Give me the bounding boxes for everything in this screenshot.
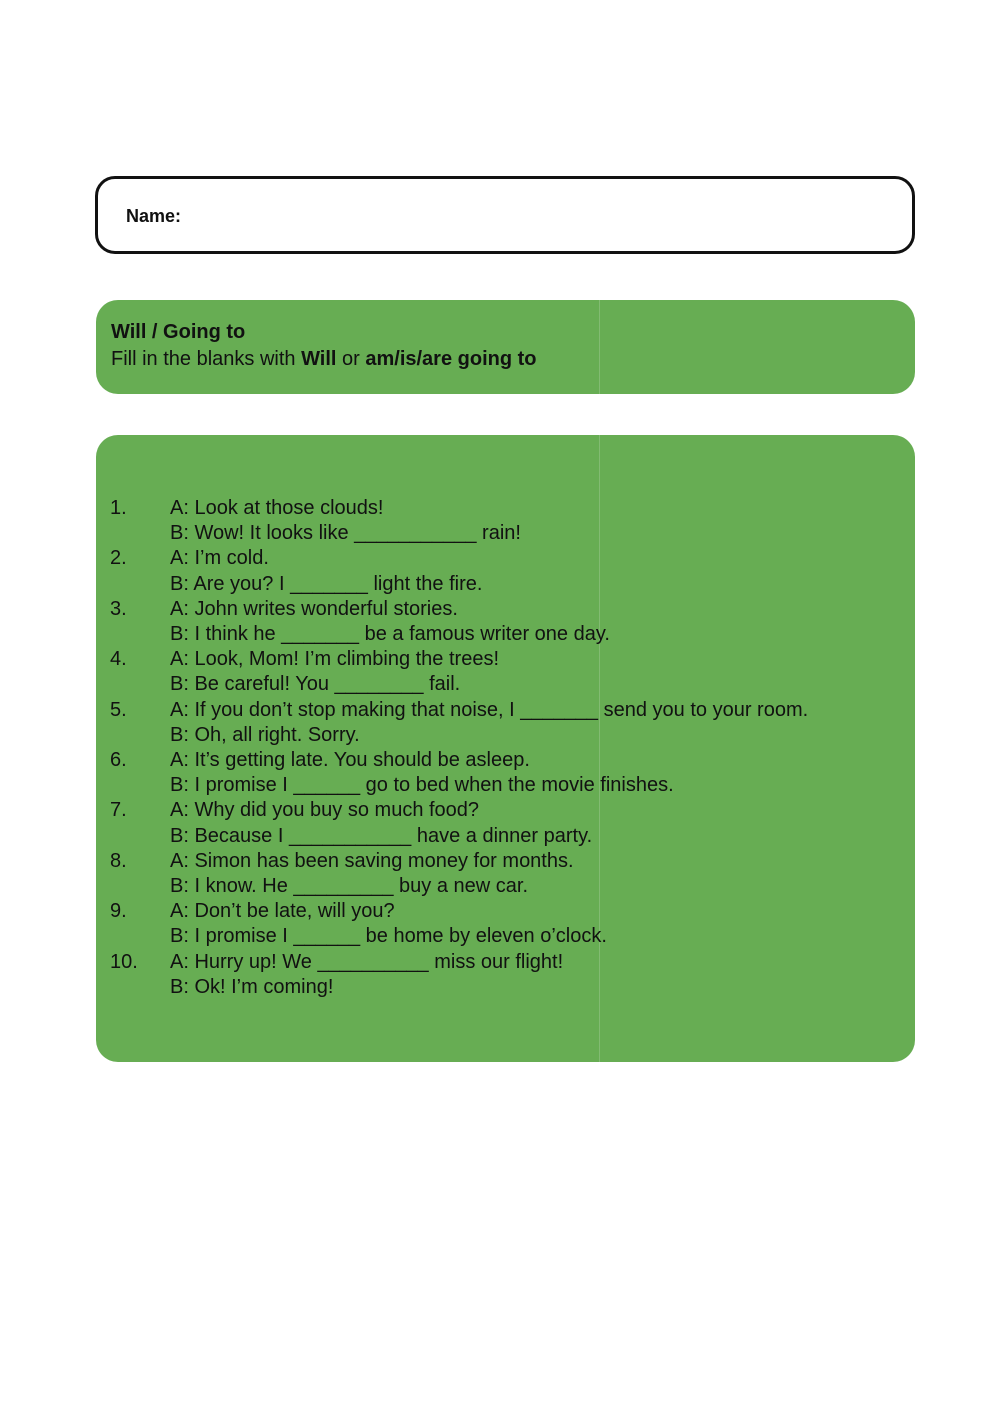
line-a[interactable]: A: I’m cold. — [170, 547, 269, 570]
line-b[interactable]: B: I know. He _________ buy a new car. — [170, 875, 529, 898]
line-a[interactable]: A: Why did you buy so much food? — [170, 799, 480, 822]
questions-panel — [96, 435, 915, 1062]
line-a[interactable]: A: Hurry up! We __________ miss our flight! — [170, 950, 564, 973]
fold-line — [599, 300, 600, 394]
line-b[interactable]: B: I promise I ______ be home by eleven o’clock. — [170, 925, 607, 948]
instructions — [111, 348, 537, 371]
question-number: 8. — [110, 849, 127, 872]
line-b[interactable]: B: Wow! It looks like ___________ rain! — [170, 522, 521, 545]
instr-going: am/is/are going to — [365, 348, 537, 370]
question-item — [110, 849, 808, 899]
question-number: 6. — [110, 749, 127, 772]
line-b[interactable]: B: Oh, all right. Sorry. — [170, 723, 360, 746]
question-number: 9. — [110, 900, 127, 923]
name-label: Name: — [126, 206, 182, 226]
line-a[interactable]: A: If you don’t stop making that noise, I _______ send you to your room. — [170, 698, 809, 721]
line-a[interactable]: A: Don’t be late, will you? — [170, 900, 395, 923]
question-item — [110, 597, 808, 647]
instr-or: or — [336, 348, 366, 370]
question-number: 4. — [110, 648, 127, 671]
line-b[interactable]: B: Ok! I’m coming! — [170, 975, 334, 998]
question-number: 5. — [110, 698, 127, 721]
question-item — [110, 698, 808, 748]
line-b[interactable]: B: I promise I ______ go to bed when the movie finishes. — [170, 774, 674, 797]
instr-text: Fill in the blanks with — [111, 348, 302, 370]
worksheet-title: Will / Going to — [111, 321, 246, 343]
line-a[interactable]: A: John writes wonderful stories. — [170, 597, 458, 620]
question-number: 3. — [110, 597, 127, 620]
question-number: 10. — [110, 950, 138, 973]
line-b[interactable]: B: I think he _______ be a famous writer one day. — [170, 623, 610, 646]
line-b[interactable]: B: Because I ___________ have a dinner party. — [170, 824, 593, 847]
question-number: 7. — [110, 799, 127, 822]
question-number: 2. — [110, 547, 127, 570]
line-a[interactable]: A: Simon has been saving money for months. — [170, 849, 574, 872]
line-a[interactable]: A: It’s getting late. You should be asleep. — [170, 749, 530, 772]
question-item — [110, 748, 808, 798]
question-number: 1. — [110, 497, 127, 519]
name-field[interactable] — [95, 176, 915, 254]
line-a[interactable]: A: Look at those clouds! — [170, 497, 384, 519]
question-item — [110, 647, 808, 697]
question-item — [110, 496, 808, 546]
question-item — [110, 798, 808, 848]
instructions-panel — [96, 300, 915, 394]
question-list — [110, 496, 808, 1000]
line-a[interactable]: A: Look, Mom! I’m climbing the trees! — [170, 648, 500, 671]
question-item — [110, 546, 808, 596]
question-item — [110, 899, 808, 949]
question-item — [110, 950, 808, 1000]
line-b[interactable]: B: Are you? I _______ light the fire. — [170, 572, 483, 595]
line-b[interactable]: B: Be careful! You ________ fail. — [170, 673, 461, 696]
instr-will: Will — [301, 348, 337, 370]
